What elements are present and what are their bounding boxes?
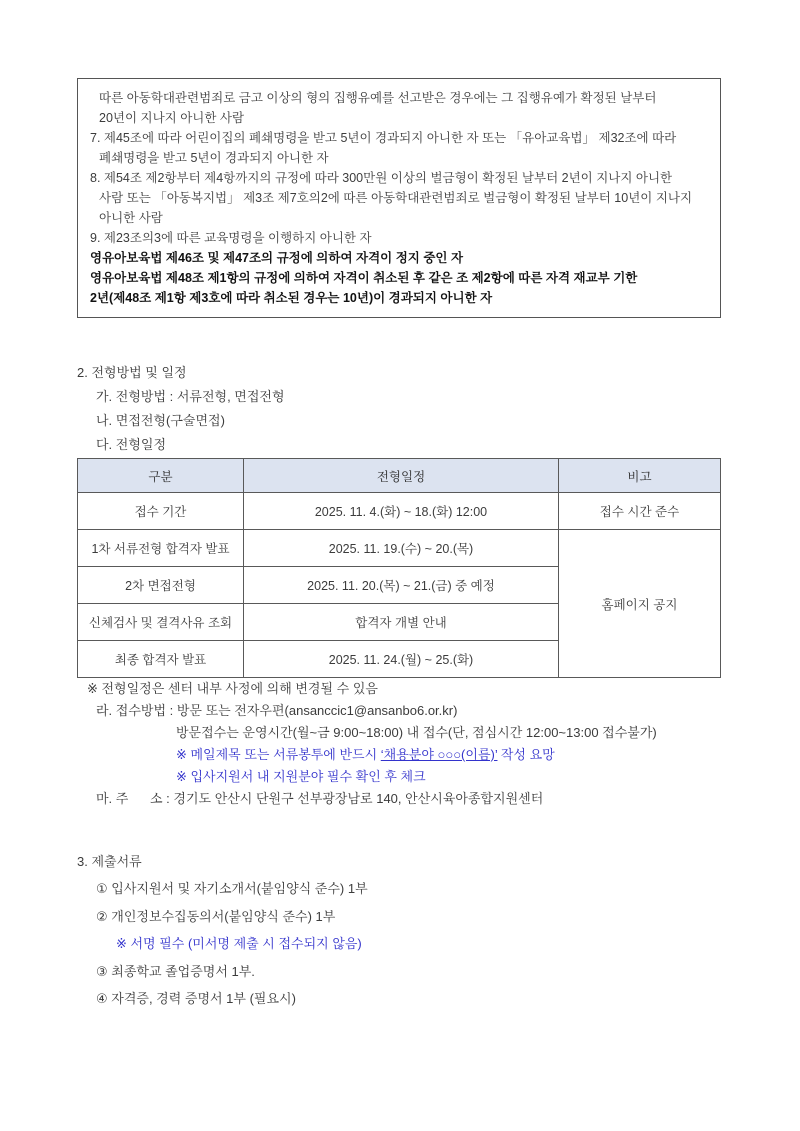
notice-line: 9. 제23조의3에 따른 교육명령을 이행하지 아니한 자 xyxy=(90,231,372,245)
section2-title: 2. 전형방법 및 일정 xyxy=(77,365,187,380)
section3-title: 3. 제출서류 xyxy=(77,854,142,869)
section-submission-documents xyxy=(77,849,757,1013)
mail-subject-note xyxy=(176,744,757,766)
header-category: 구분 xyxy=(78,459,244,493)
signature-required-note: ※ 서명 필수 (미서명 제출 시 접수되지 않음) xyxy=(116,936,362,951)
mail-note-suffix: 작성 요망 xyxy=(497,747,555,762)
document-item: ① 입사지원서 및 자기소개서(붙임양식 준수) 1부 xyxy=(96,881,368,896)
mail-note-underlined: ‘채용분야 ○○○(이름)’ xyxy=(380,747,498,762)
notice-line: 20년이 지나지 아니한 사람 xyxy=(99,111,245,125)
notice-line-bold: 영유아보육법 제48조 제1항의 규정에 의하여 자격이 취소된 후 같은 조 제2항에 따른 자격 재교부 기한 xyxy=(90,271,638,285)
cell-schedule: 합격자 개별 안내 xyxy=(244,604,559,641)
disqualification-notice-box xyxy=(77,78,721,318)
notice-line: 8. 제54조 제2항부터 제4항까지의 규정에 따라 300만원 이상의 벌금형이 확정된 날부터 2년이 지나지 아니한 xyxy=(90,171,673,185)
notice-line-bold: 2년(제48조 제1항 제3호에 따라 취소된 경우는 10년)이 경과되지 아니한 자 xyxy=(90,291,493,305)
notice-line: 따른 아동학대관련범죄로 금고 이상의 형의 집행유예를 선고받은 경우에는 그 집행유예가 확정된 날부터 xyxy=(99,91,657,105)
section2-item: 나. 면접전형(구술면접) xyxy=(96,413,225,428)
cell-schedule: 2025. 11. 19.(수) ~ 20.(목) xyxy=(244,530,559,567)
schedule-table xyxy=(77,458,721,678)
cell-schedule: 2025. 11. 24.(월) ~ 25.(화) xyxy=(244,641,559,678)
document-item: ③ 최종학교 졸업증명서 1부. xyxy=(96,963,255,979)
cell-remarks: 접수 시간 준수 xyxy=(559,493,721,530)
section-selection-method xyxy=(77,361,737,457)
mail-note-prefix: ※ 메일제목 또는 서류봉투에 반드시 xyxy=(176,747,381,762)
notice-line-bold: 영유아보육법 제46조 및 제47조의 규정에 의하여 자격이 정지 중인 자 xyxy=(90,251,464,265)
application-notes xyxy=(77,678,757,810)
cell-schedule: 2025. 11. 20.(목) ~ 21.(금) 중 예정 xyxy=(244,567,559,604)
application-method-line: 라. 접수방법 : 방문 또는 전자우편(ansanccic1@ansanbo6.or.kr) xyxy=(96,703,458,718)
cell-category: 1차 서류전형 합격자 발표 xyxy=(78,530,244,567)
document-item: ④ 자격증, 경력 증명서 1부 (필요시) xyxy=(96,991,296,1006)
visit-hours-line: 방문접수는 운영시간(월~금 9:00~18:00) 내 접수(단, 점심시간 12:00~13:00 접수불가) xyxy=(176,725,657,740)
cell-category: 최종 합격자 발표 xyxy=(78,641,244,678)
notice-line: 사람 또는 「아동복지법」 제3조 제7호의2에 따른 아동학대관련범죄로 벌금형이 확정된 날부터 10년이 지나지 xyxy=(99,191,693,205)
notice-line: 7. 제45조에 따라 어린이집의 폐쇄명령을 받고 5년이 경과되지 아니한 자 또는 「유아교육법」 제32조에 따라 xyxy=(90,131,677,145)
document-item: ② 개인정보수집동의서(붙임양식 준수) 1부 xyxy=(96,908,336,924)
cell-schedule: 2025. 11. 4.(화) ~ 18.(화) 12:00 xyxy=(244,493,559,530)
cell-category: 접수 기간 xyxy=(78,493,244,530)
address-line: 마. 주 소 : 경기도 안산시 단원구 선부광장남로 140, 안산시육아종합지원센터 xyxy=(96,791,544,806)
cell-category: 신체검사 및 결격사유 조회 xyxy=(78,604,244,641)
field-check-note: ※ 입사지원서 내 지원분야 필수 확인 후 체크 xyxy=(176,769,426,784)
section2-item: 가. 전형방법 : 서류전형, 면접전형 xyxy=(96,389,285,404)
header-schedule: 전형일정 xyxy=(244,459,559,493)
notice-line: 아니한 사람 xyxy=(99,211,163,225)
cell-remarks-merged: 홈페이지 공지 xyxy=(559,530,721,678)
table-row xyxy=(78,530,721,567)
schedule-change-note: ※ 전형일정은 센터 내부 사정에 의해 변경될 수 있음 xyxy=(87,681,378,696)
section2-item: 다. 전형일정 xyxy=(96,437,167,452)
table-row xyxy=(78,493,721,530)
notice-line: 폐쇄명령을 받고 5년이 경과되지 아니한 자 xyxy=(99,151,329,165)
cell-category: 2차 면접전형 xyxy=(78,567,244,604)
table-header-row xyxy=(78,459,721,493)
header-remarks: 비고 xyxy=(559,459,721,493)
